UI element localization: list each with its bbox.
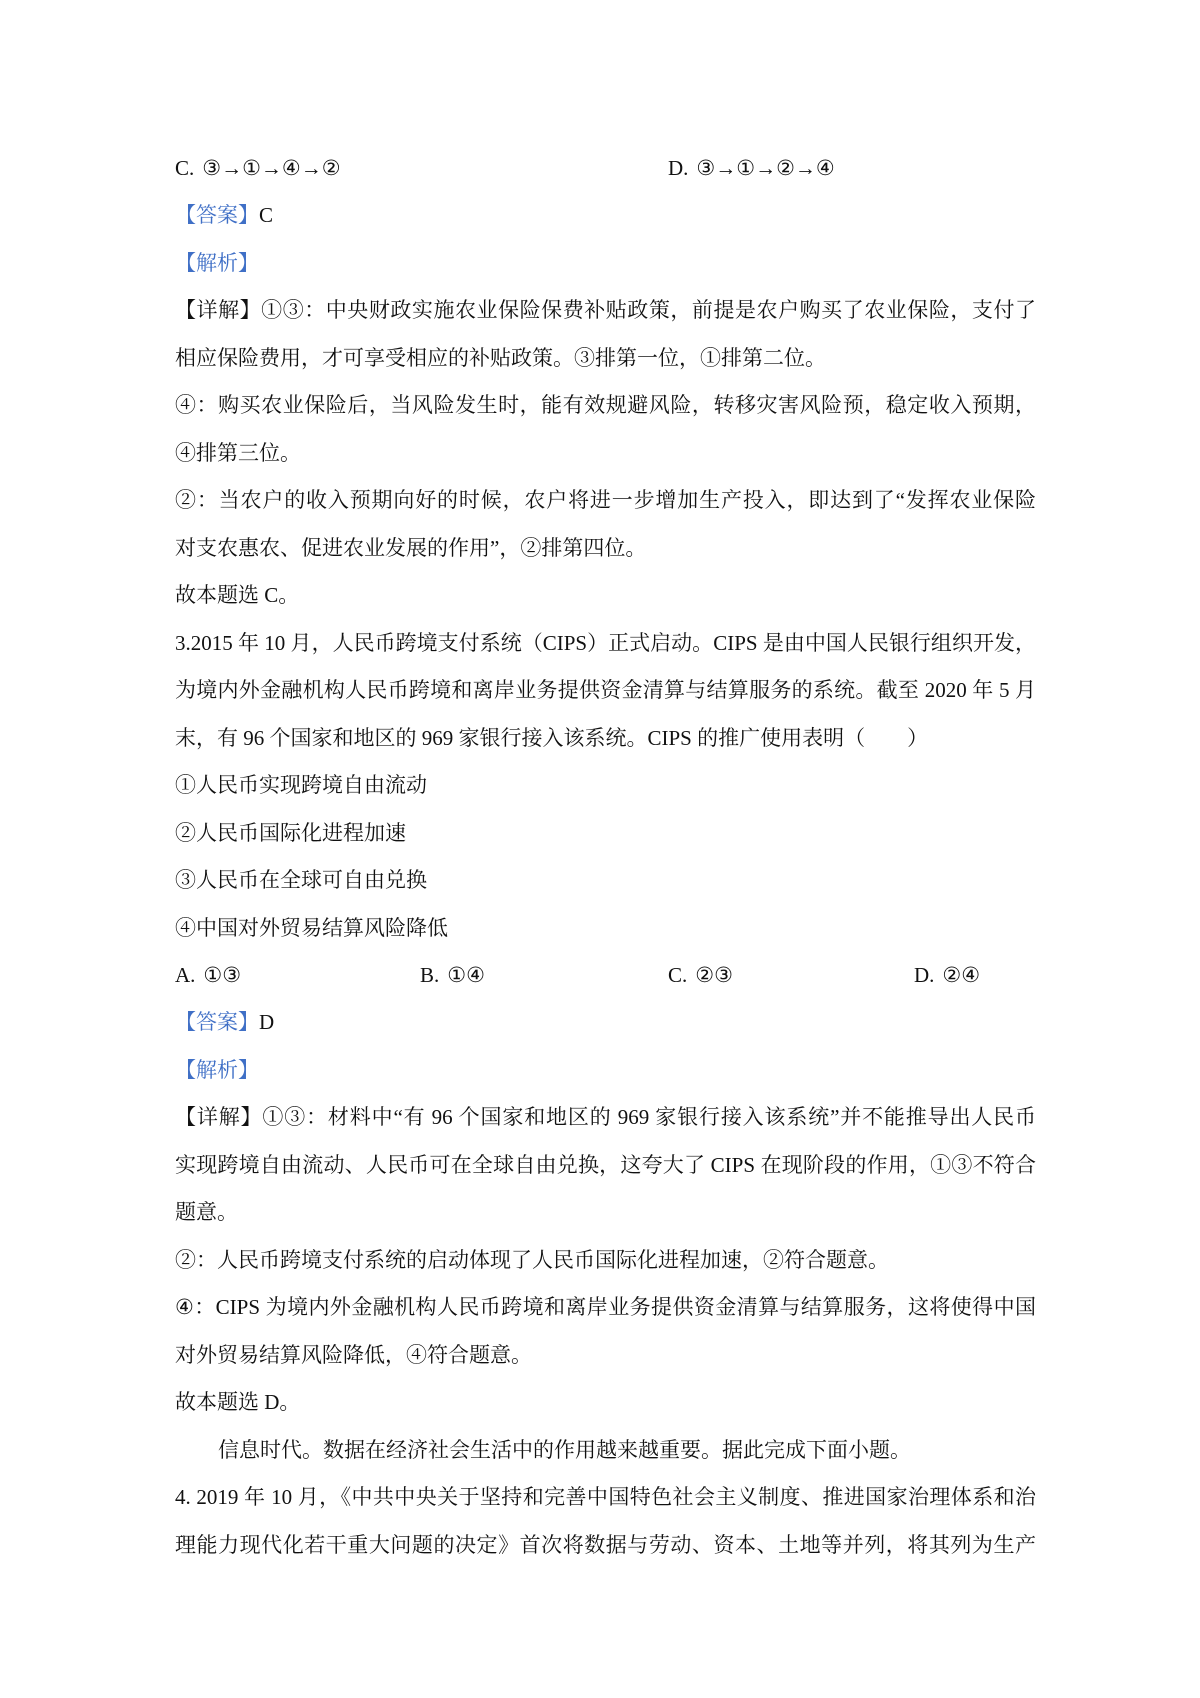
option-letter: A. bbox=[175, 962, 196, 987]
option-text: ③→①→②→④ bbox=[696, 156, 835, 180]
q2-detail-line: ④：购买农业保险后，当风险发生时，能有效规避风险，转移灾害风险预，稳定收入预期， bbox=[175, 393, 1036, 418]
q2-answer bbox=[175, 192, 1036, 239]
q3-statement-2: ②人民币国际化进程加速 bbox=[175, 820, 406, 845]
option-letter: B. bbox=[420, 962, 440, 987]
option-text: ②③ bbox=[695, 962, 733, 987]
q3-detail-line: 题意。 bbox=[175, 1200, 238, 1225]
q3-option-a bbox=[175, 952, 241, 999]
q2-option-c bbox=[175, 145, 341, 192]
q2-option-d bbox=[668, 145, 835, 192]
q3-detail-line: 实现跨境自由流动、人民币可在全球自由兑换，这夸大了 CIPS 在现阶段的作用，①③不符合 bbox=[175, 1152, 1036, 1177]
detail-label: 【详解】 bbox=[175, 1105, 263, 1130]
option-letter: D. bbox=[668, 156, 689, 180]
answer-label: 【答案】 bbox=[175, 203, 259, 228]
q3-options-row bbox=[175, 952, 1036, 999]
q3-statement-4: ④中国对外贸易结算风险降低 bbox=[175, 915, 448, 940]
q4-stem-line: 4. 2019 年 10 月，《中共中央关于坚持和完善中国特色社会主义制度、推进国家治理体系和治 bbox=[175, 1485, 1036, 1510]
q3-option-d bbox=[914, 952, 980, 999]
analysis-label: 【解析】 bbox=[175, 1057, 259, 1082]
q3-stem-line: 末，有 96 个国家和地区的 969 家银行接入该系统。CIPS 的推广使用表明（ ） bbox=[175, 725, 929, 750]
q3-analysis-heading bbox=[175, 1047, 1036, 1094]
q4-stem-line: 理能力现代化若干重大问题的决定》首次将数据与劳动、资本、土地等并列，将其列为生产 bbox=[175, 1532, 1036, 1557]
q3-stem-line: 为境内外金融机构人民币跨境和离岸业务提供资金清算与结算服务的系统。截至 2020 年 5 月 bbox=[175, 678, 1036, 703]
detail-text: ①③：材料中“有 96 个国家和地区的 969 家银行接入该系统”并不能推导出人民币 bbox=[262, 1105, 1037, 1130]
q3-option-c bbox=[668, 952, 733, 999]
q3-detail-line bbox=[175, 1094, 1036, 1141]
option-text: ③→①→④→② bbox=[202, 156, 341, 180]
answer-label: 【答案】 bbox=[175, 1010, 259, 1035]
q3-answer bbox=[175, 999, 1036, 1046]
option-text: ②④ bbox=[942, 962, 981, 987]
q3-statement-3: ③人民币在全球可自由兑换 bbox=[175, 868, 427, 893]
q3-detail-line: 对外贸易结算风险降低，④符合题意。 bbox=[175, 1342, 532, 1367]
q3-option-b bbox=[420, 952, 485, 999]
q2-detail-line: ②：当农户的收入预期向好的时候，农户将进一步增加生产投入，即达到了“发挥农业保险 bbox=[175, 488, 1036, 513]
q3-stem-line: 3.2015 年 10 月，人民币跨境支付系统（CIPS）正式启动。CIPS 是由中国人民银行组织开发， bbox=[175, 630, 1036, 655]
analysis-label: 【解析】 bbox=[175, 250, 259, 275]
q3-detail-line: ④：CIPS 为境内外金融机构人民币跨境和离岸业务提供资金清算与结算服务，这将使得中国 bbox=[175, 1295, 1036, 1320]
q2-detail-line bbox=[175, 287, 1036, 334]
page-content bbox=[175, 145, 1036, 1569]
detail-text: ①③：中央财政实施农业保险保费补贴政策，前提是农户购买了农业保险，支付了 bbox=[261, 298, 1036, 323]
q2-analysis-heading bbox=[175, 240, 1036, 287]
q3-detail-line: ②：人民币跨境支付系统的启动体现了人民币国际化进程加速，②符合题意。 bbox=[175, 1247, 889, 1272]
q2-detail-line: 对支农惠农、促进农业发展的作用”，②排第四位。 bbox=[175, 535, 647, 560]
q2-detail-line: ④排第三位。 bbox=[175, 440, 301, 465]
option-text: ①④ bbox=[447, 962, 485, 987]
group-intro: 信息时代。数据在经济社会生活中的作用越来越重要。据此完成下面小题。 bbox=[218, 1437, 911, 1462]
option-letter: D. bbox=[914, 962, 935, 987]
q2-options-row bbox=[175, 145, 1036, 192]
q2-conclusion: 故本题选 C。 bbox=[175, 583, 300, 608]
answer-value: D bbox=[259, 1010, 275, 1035]
option-text: ①③ bbox=[203, 962, 242, 987]
q3-statement-1: ①人民币实现跨境自由流动 bbox=[175, 773, 427, 798]
q2-detail-line: 相应保险费用，才可享受相应的补贴政策。③排第一位，①排第二位。 bbox=[175, 345, 826, 370]
option-letter: C. bbox=[175, 156, 195, 180]
q3-conclusion: 故本题选 D。 bbox=[175, 1390, 301, 1415]
detail-label: 【详解】 bbox=[175, 298, 262, 323]
answer-value: C bbox=[259, 203, 274, 228]
option-letter: C. bbox=[668, 962, 688, 987]
